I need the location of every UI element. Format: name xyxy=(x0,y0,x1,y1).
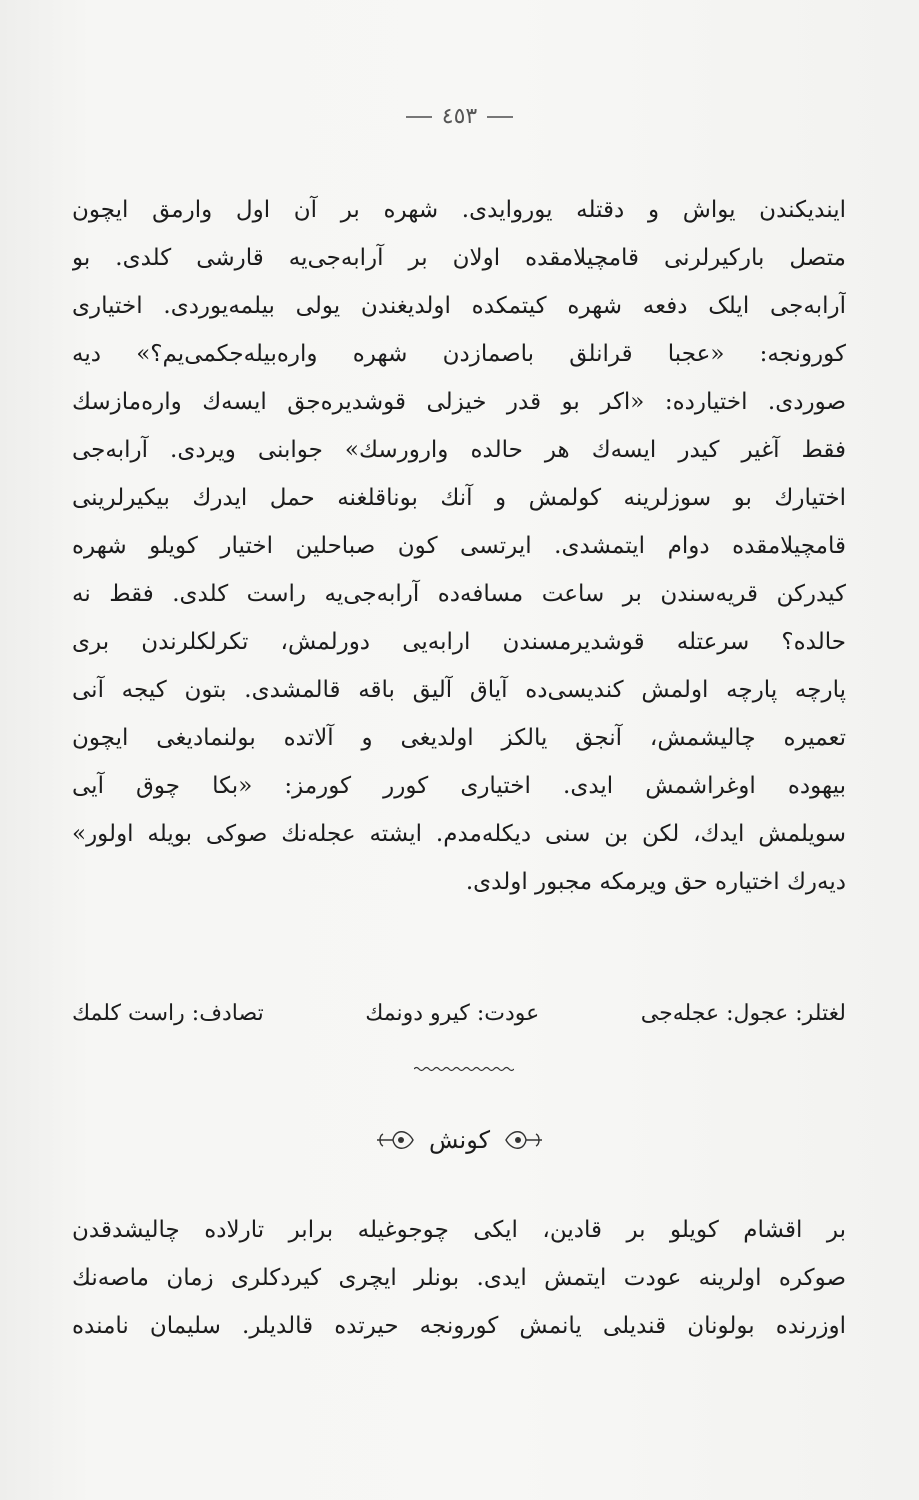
vocabulary-item: تصادف: راست کلمك xyxy=(72,1001,264,1026)
section-title: کونش xyxy=(428,1126,491,1154)
vocabulary-line xyxy=(72,990,846,1038)
ornament-left-icon xyxy=(373,1125,417,1155)
text-line: صوردی. اختیارده: «اکر بو قدر خیزلی قوشدیره‌جق ایسه‌ك واره‌مازسك xyxy=(72,389,846,415)
text-line: سویلمش ایدك، لکن بن سنی دیکله‌مدم. ایشته عجله‌نك صوکی بویله اولور» xyxy=(72,821,846,847)
section-heading xyxy=(0,1120,919,1160)
text-line: حالده؟ سرعتله قوشدیرمسندن ارابه‌یی دورلمش، تکرلکلرندن بری xyxy=(72,629,846,655)
text-line: صوکره اولرینه عودت ایتمش ایدی. بونلر ایچری کیردکلری زمان ماصه‌نك xyxy=(72,1265,846,1291)
page-number-dash-right xyxy=(487,116,513,118)
vocabulary-item: عودت: کیرو دونمك xyxy=(365,1001,540,1026)
ornament-right-icon xyxy=(502,1125,546,1155)
story-paragraph-sun xyxy=(72,1206,846,1350)
page-number-text: ٤٥٣ xyxy=(441,104,478,129)
text-line: اختیارك بو سوزلرینه کولمش و آنك بوناقلغنه حمل ایدرك بیکیرلرینی xyxy=(72,485,846,511)
text-line: پارچه پارچه اولمش کندیسی‌ده آیاق آلیق باقه قالمشدی. بتون کیجه آنی xyxy=(72,677,846,703)
text-line: اوزرنده بولونان قندیلی یانمش کورونجه حیرتده قالدیلر. سلیمان نامنده xyxy=(72,1313,846,1339)
text-line: بیهوده اوغراشمش ایدی. اختیاری کورر کورمز: «بکا چوق آیی xyxy=(72,773,846,799)
story-paragraph xyxy=(72,186,846,906)
text-line: آرابه‌جی ایلک دفعه شهره کیتمکده اولدیغندن یولی بیلمه‌یوردی. اختیاری xyxy=(72,293,846,319)
text-line: دیه‌رك اختیاره حق ویرمکه مجبور اولدی. xyxy=(465,869,846,895)
text-line: تعمیره چالیشمش، آنجق یالکز اولدیغی و آلاتده بولنمادیغی ایچون xyxy=(72,725,846,751)
vocabulary-item: لغتلر: عجول: عجله‌جی xyxy=(640,1001,846,1026)
text-line: متصل بارکیرلرنی قامچیلامقده اولان بر آرابه‌جی‌یه قارشی کلدی. بو xyxy=(72,245,846,271)
wavy-divider xyxy=(414,1066,514,1072)
text-line: بر اقشام کویلو بر قادین، ایکی چوجوغیله برابر تارلاده چالیشدقدن xyxy=(72,1217,846,1243)
text-line: کورونجه: «عجبا قرانلق باصمازدن شهره واره‌بیله‌جکمی‌یم؟» دیه xyxy=(72,341,846,367)
text-line: فقط آغیر کیدر ایسه‌ك هر حالده وارورسك» جوابنی ویردی. آرابه‌جی xyxy=(72,437,846,463)
text-line: کیدرکن قریه‌سندن بر ساعت مسافه‌ده آرابه‌جی‌یه راست کلدی. فقط نه xyxy=(72,581,846,607)
page-number xyxy=(0,104,919,129)
text-line: قامچیلامقده دوام ایتمشدی. ایرتسی کون صباحلین اختیار کویلو شهره xyxy=(72,533,846,559)
text-line: ایندیکندن یواش و دقتله یوروایدی. شهره بر آن اول وارمق ایچون xyxy=(72,197,846,223)
page-number-dash-left xyxy=(406,116,432,118)
